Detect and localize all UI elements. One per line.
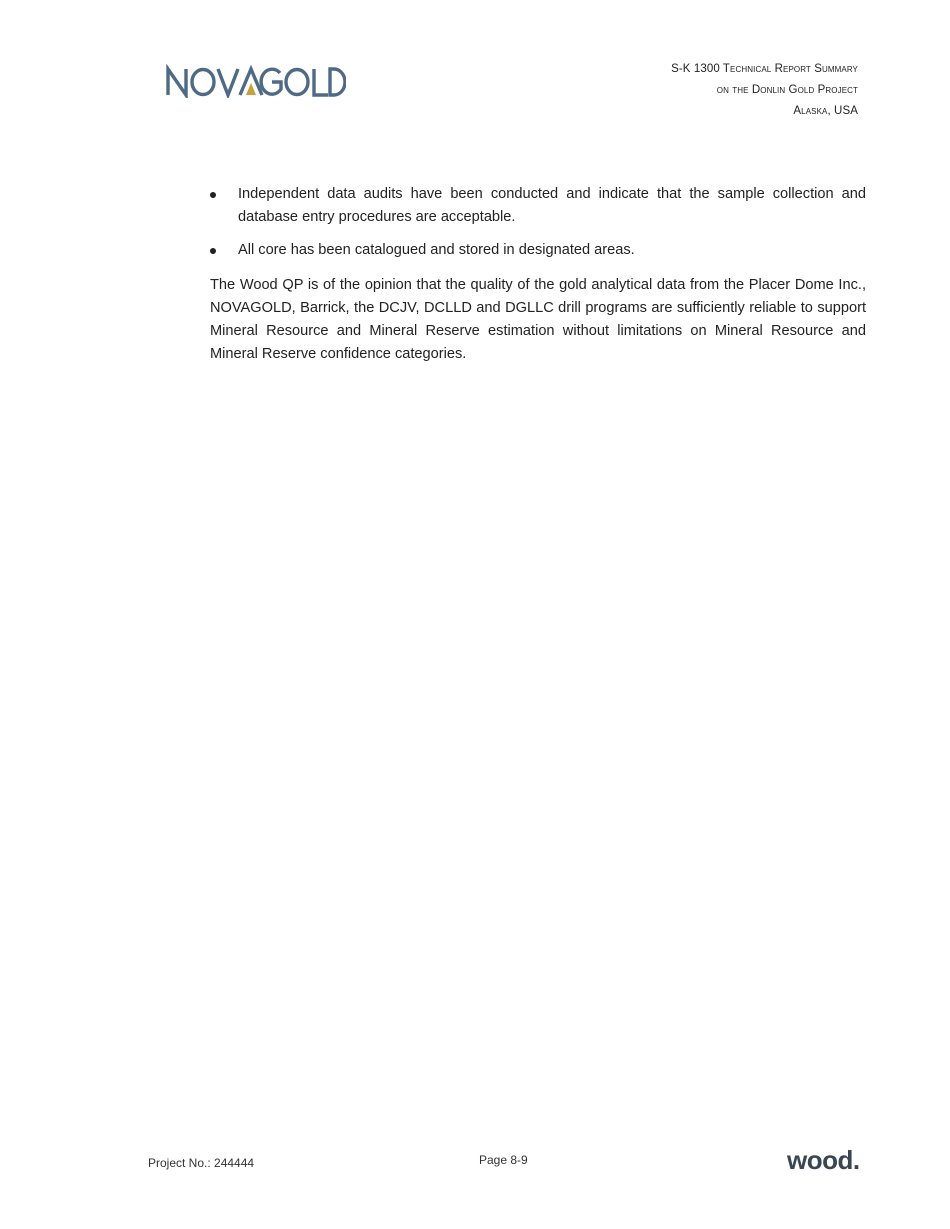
report-header (671, 59, 858, 122)
logo-letter-v (218, 69, 238, 95)
project-number: Project No.: 244444 (148, 1156, 255, 1170)
qp-opinion-paragraph: The Wood QP is of the opinion that the quality of the gold analytical data from the Placer Dome Inc., NOVAGOLD, Barrick, the DCJV, DCLLD and DGLLC drill programs are sufficiently reliable to support Mineral Resource and Mineral Reserve estimation without limitations on Mineral Resource and Mineral Reserve confidence categories. (210, 277, 866, 362)
logo-letter-n (168, 69, 186, 95)
bullet-item (210, 183, 866, 229)
bullet-icon (210, 248, 216, 254)
report-title: S-K 1300 Technical Report Summary (671, 63, 858, 75)
page-number: Page 8-9 (479, 1153, 528, 1167)
report-location: Alaska, USA (793, 105, 858, 117)
bullet-text: All core has been catalogued and stored in designated areas. (238, 242, 635, 258)
logo-letter-o (192, 70, 214, 95)
wood-logo: wood. (787, 1145, 860, 1175)
novagold-logo-graphic (166, 64, 346, 98)
logo-letter-o2 (286, 70, 308, 95)
bullet-item (210, 239, 866, 262)
bullet-icon (210, 192, 216, 198)
novagold-logo (166, 64, 346, 98)
bullet-text: Independent data audits have been conducted and indicate that the sample collection and database entry procedures are acceptable. (238, 186, 866, 225)
bullet-list (210, 183, 866, 262)
logo-letter-l (314, 69, 328, 95)
logo-gold-triangle (246, 83, 256, 95)
logo-letter-d (330, 69, 345, 95)
body-content (210, 183, 866, 366)
report-project: on the Donlin Gold Project (716, 84, 858, 96)
logo-letter-g1 (261, 69, 281, 94)
